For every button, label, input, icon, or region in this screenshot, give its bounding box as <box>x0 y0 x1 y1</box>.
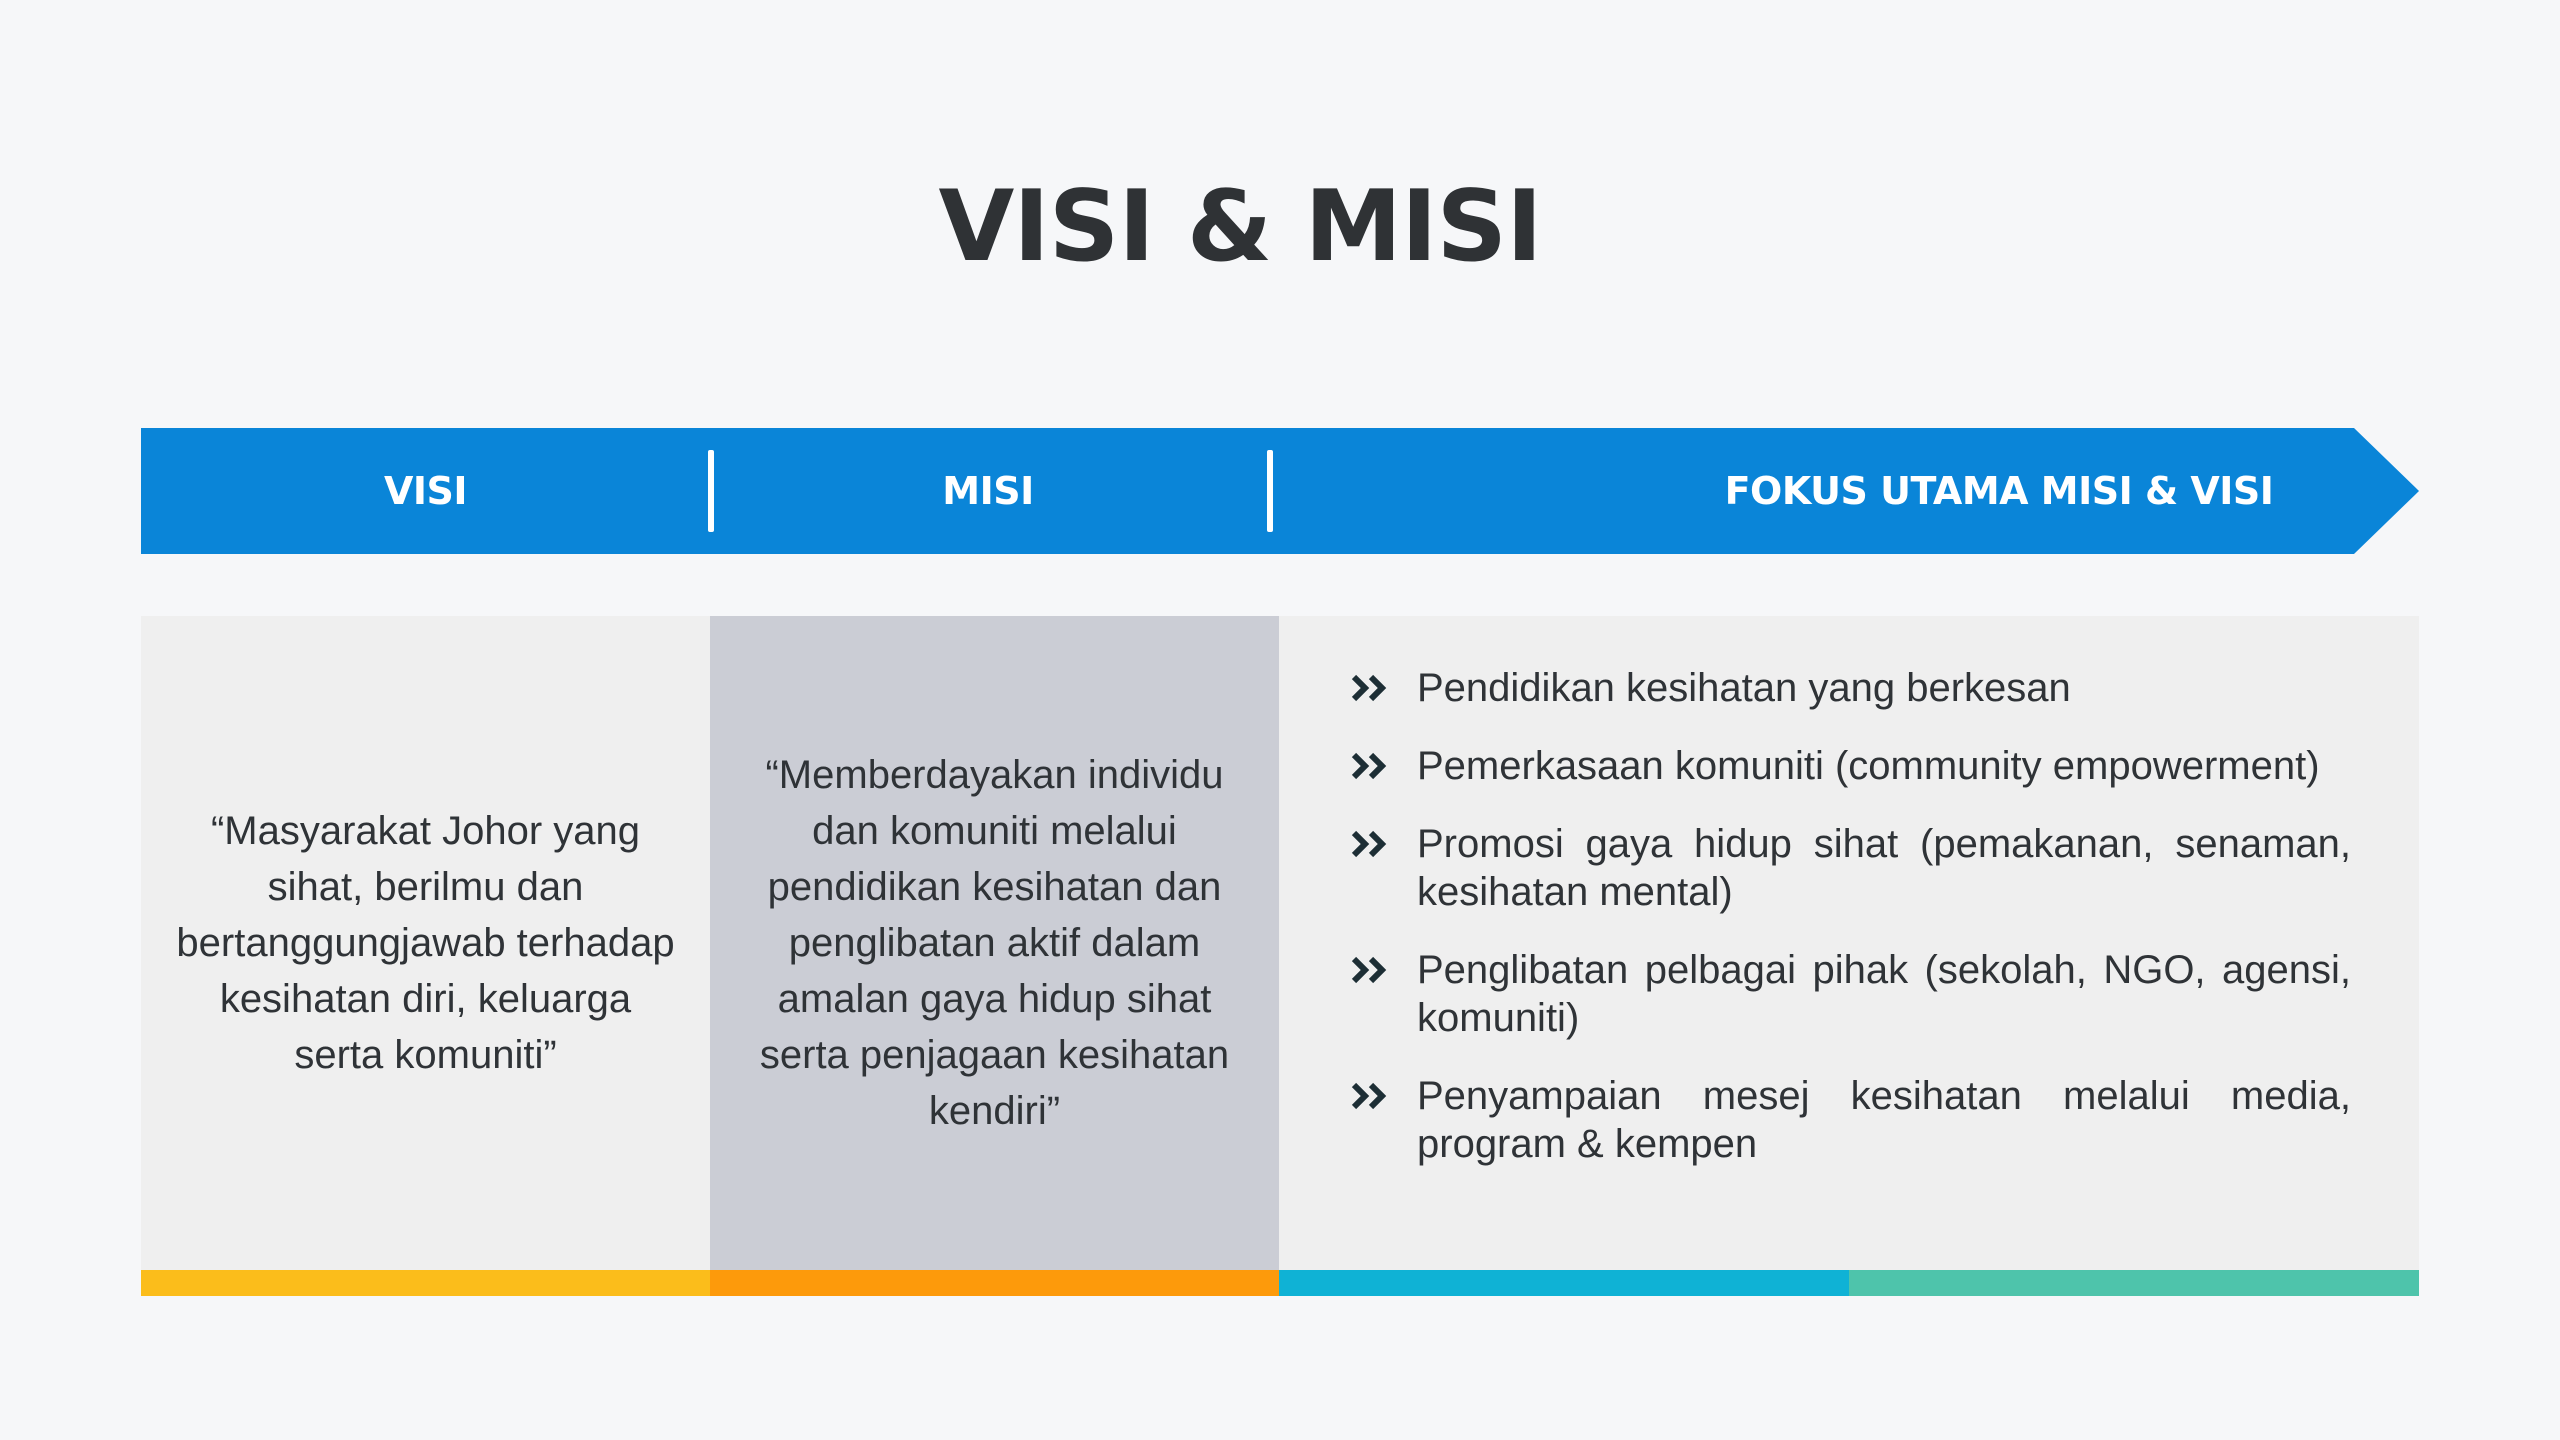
banner-label-misi: MISI <box>942 469 1034 513</box>
list-item <box>1351 820 2351 916</box>
visi-panel <box>141 616 710 1270</box>
banner-divider <box>1267 450 1273 532</box>
header-arrow-banner <box>141 428 2419 554</box>
accent-bar-yellow <box>141 1270 710 1296</box>
double-chevron-right-icon <box>1351 1081 1391 1111</box>
double-chevron-right-icon <box>1351 673 1391 703</box>
list-item <box>1351 1072 2351 1168</box>
visi-statement: “Masyarakat Johor yang sihat, berilmu dan bertanggungjawab terhadap kesihatan diri, keluarga serta komuniti” <box>176 809 675 1077</box>
list-item <box>1351 742 2351 790</box>
fokus-panel <box>1279 616 2419 1270</box>
list-item <box>1351 946 2351 1042</box>
accent-bar-blue <box>1279 1270 1849 1296</box>
banner-label-fokus: FOKUS UTAMA MISI & VISI <box>1724 469 2274 513</box>
fokus-item-text: Penglibatan pelbagai pihak (sekolah, NGO, agensi, komuniti) <box>1417 948 2351 1040</box>
double-chevron-right-icon <box>1351 955 1391 985</box>
misi-panel <box>710 616 1279 1270</box>
fokus-item-text: Penyampaian mesej kesihatan melalui media, program & kempen <box>1417 1074 2351 1166</box>
fokus-list <box>1351 664 2351 1198</box>
accent-bar-orange <box>710 1270 1279 1296</box>
double-chevron-right-icon <box>1351 751 1391 781</box>
double-chevron-right-icon <box>1351 829 1391 859</box>
banner-label-visi: VISI <box>383 469 468 513</box>
misi-statement: “Memberdayakan individu dan komuniti melalui pendidikan kesihatan dan penglibatan aktif dalam amalan gaya hidup sihat serta penjagaan kesihatan kendiri” <box>759 753 1230 1133</box>
fokus-item-text: Promosi gaya hidup sihat (pemakanan, senaman, kesihatan mental) <box>1417 822 2351 914</box>
fokus-item-text: Pemerkasaan komuniti (community empowerment) <box>1417 744 2320 788</box>
accent-bar-teal <box>1849 1270 2419 1296</box>
page-title: VISI & MISI <box>938 170 1542 284</box>
list-item <box>1351 664 2351 712</box>
fokus-item-text: Pendidikan kesihatan yang berkesan <box>1417 666 2071 710</box>
